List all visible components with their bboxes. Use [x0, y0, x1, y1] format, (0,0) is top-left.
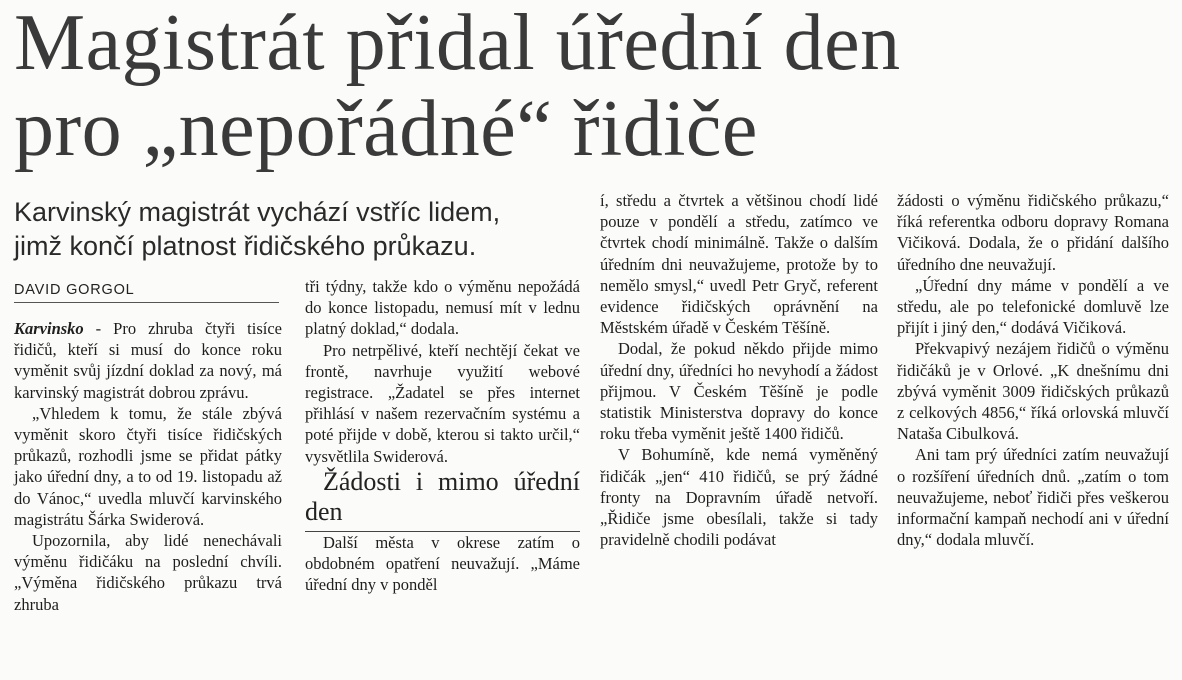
subheadline-line-2: jimž končí platnost řidičského průkazu.: [14, 231, 477, 261]
headline-line-2: pro „nepořádné“ řidiče: [14, 85, 758, 173]
article-column-2: [305, 276, 580, 595]
paragraph: Ani tam prý úředníci zatím neuvažují o rozšíření úředních dnů. „zatím o tom neuvažujeme, neboť řidiči přes veškerou informační kampaň nechodí ani v úřední dny,“ dodala mluvčí.: [897, 445, 1169, 550]
paragraph: V Bohumíně, kde nemá vyměněný řidičák „jen“ 410 řidičů, se prý žádné fronty na Dopravním úřadě netvoří. „Řidiče jsme obesílali, takže si tady pravidelně chodili podávat: [600, 445, 878, 550]
headline: [14, 0, 1174, 172]
paragraph: Překvapivý nezájem řidičů o výměnu řidičáků je v Orlové. „K dnešnímu dni zbývá vyměnit 3009 řidičských průkazů z celkových 4856,“ říká orlovská mluvčí Nataša Cibulková.: [897, 339, 1169, 444]
article-column-4: [897, 190, 1169, 550]
subheadline-line-1: Karvinský magistrát vychází vstříc lidem,: [14, 197, 501, 227]
article-column-1: [14, 318, 282, 615]
headline-line-1: Magistrát přidal úřední den: [14, 0, 901, 87]
paragraph: žádosti o výměnu řidičského průkazu,“ říká referentka odboru dopravy Romana Vičiková. Dodala, že o přidání dalšího úředního dne neuvažují.: [897, 191, 1169, 274]
crosshead: Žádosti i mimo úřední den: [305, 467, 580, 532]
paragraph: „Úřední dny máme v pondělí a ve středu, ale po telefonické domluvě lze přijít i jiný den,“ dodává Vičiková.: [897, 275, 1169, 338]
paragraph: í, středu a čtvrtek a většinou chodí lidé pouze v pondělí a středu, zatímco ve čtvrtek chodí minimálně. Takže o dalším úředním dni neuvažujeme, protože by to nemělo smysl,“ uvedl Petr Gryč, referent evidence řidičských oprávnění na Městském úřadě v Českém Těšíně.: [600, 191, 878, 338]
byline: DAVID GORGOL: [14, 281, 279, 303]
dateline: Karvinsko: [14, 319, 84, 338]
subheadline: [14, 195, 584, 263]
paragraph-text: - Pro zhruba čtyři tisíce řidičů, kteří si musí do konce roku vyměnit svůj jízdní doklad za nový, má karvinský magistrát dobrou zprávu.: [14, 319, 282, 402]
paragraph: „Vhledem k tomu, že stále zbývá vyměnit skoro čtyři tisíce řidičských průkazů, rozhodli jsme se přidat pátky jako úřední dny, a to od 19. listopadu až do Vánoc,“ uvedla mluvčí karvinského magistrátu Šárka Swiderová.: [14, 403, 282, 529]
article-column-3: [600, 190, 878, 550]
paragraph: Upozornila, aby lidé nenechávali výměnu řidičáku na poslední chvíli. „Výměna řidičského průkazu trvá zhruba: [14, 531, 282, 614]
paragraph: Další města v okrese zatím o obdobném opatření neuvažují. „Máme úřední dny v ponděl: [305, 532, 580, 595]
paragraph: tři týdny, takže kdo o výměnu nepožádá do konce listopadu, nemusí mít v lednu platný doklad,“ dodala.: [305, 277, 580, 339]
paragraph: Dodal, že pokud někdo přijde mimo úřední dny, úředníci ho nevyhodí a žádost přijmou. V Českém Těšíně je podle statistik Ministerstva dopravy do konce roku třeba vyměnit ještě 1400 řidičů.: [600, 339, 878, 444]
paragraph: [14, 318, 282, 403]
paragraph: Pro netrpělivé, kteří nechtějí čekat ve frontě, navrhuje využití webové registrace. „Žadatel se přes internet přihlásí v našem rezervačním systému a poté přijde v době, kterou si takto určil,“ vysvětlila Swiderová.: [305, 340, 580, 466]
